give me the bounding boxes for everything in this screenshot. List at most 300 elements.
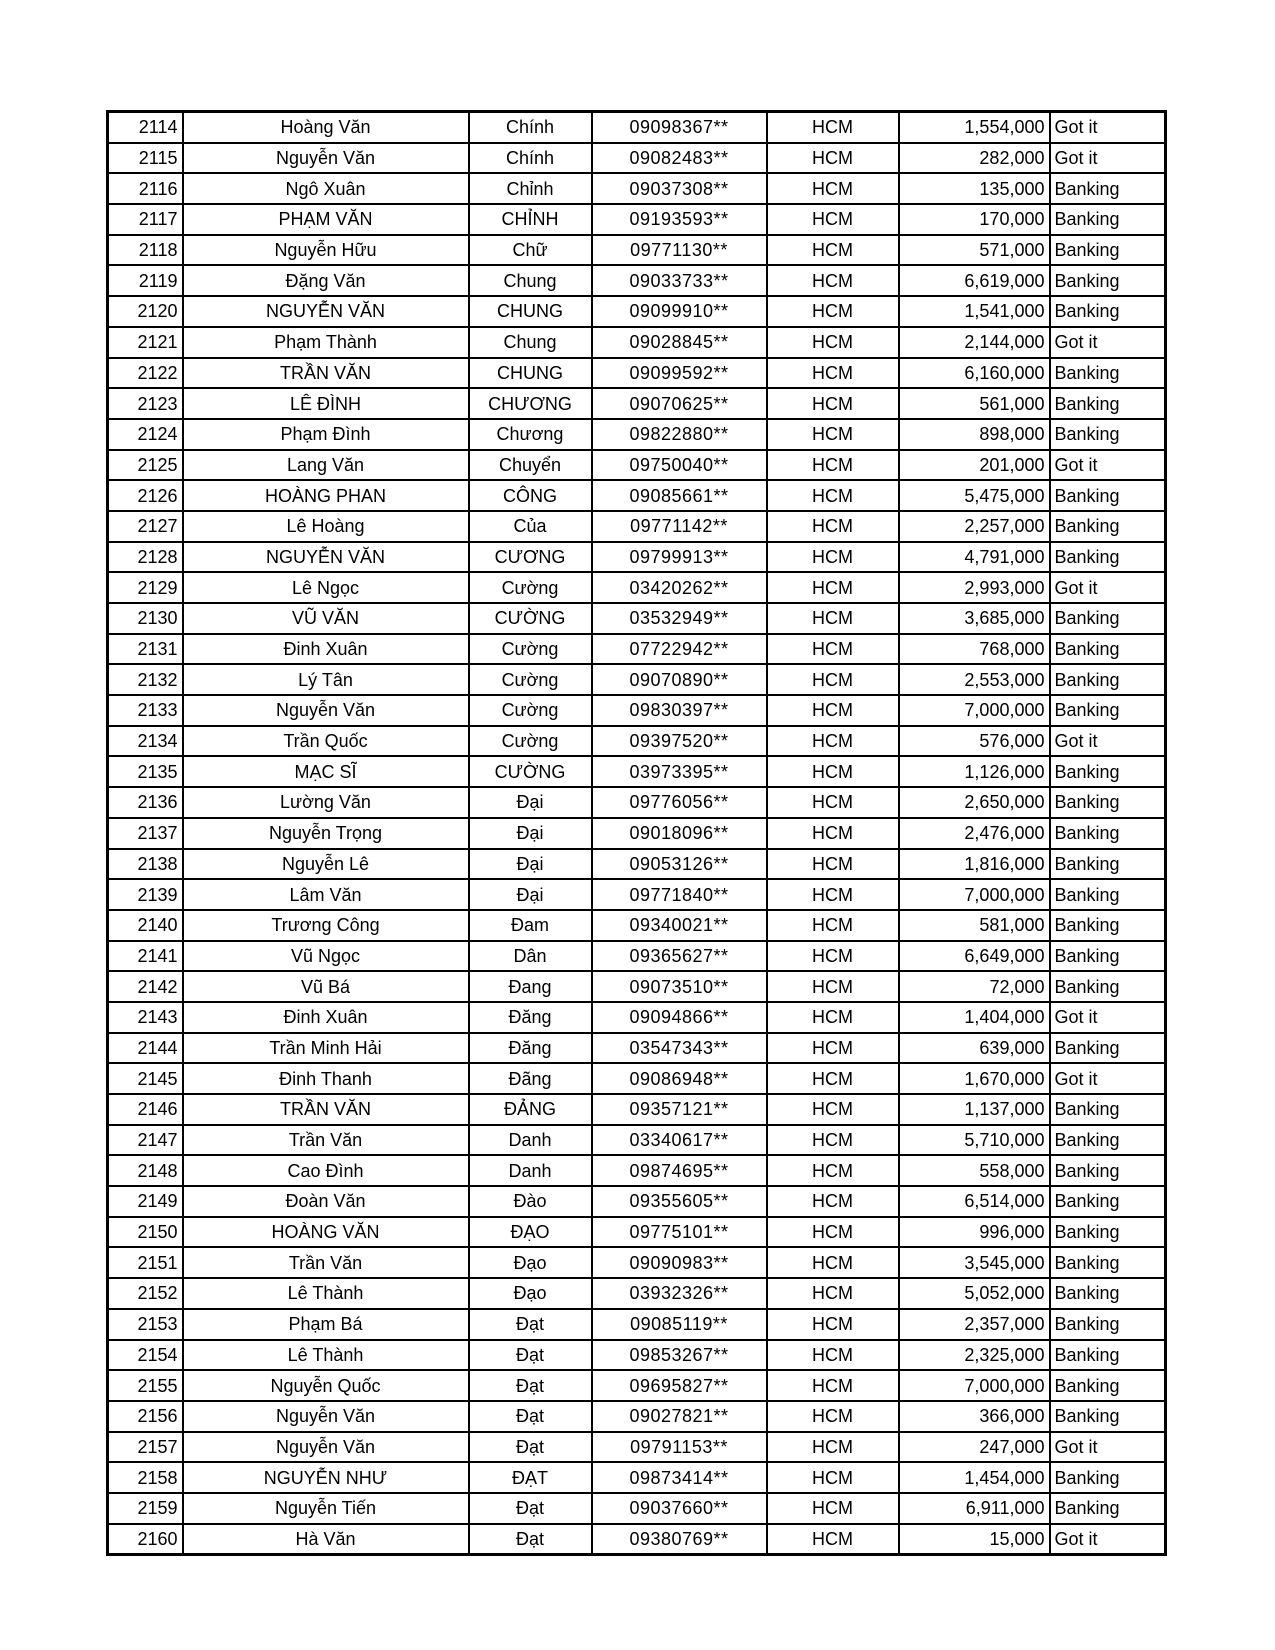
cell-last: Chữ — [469, 235, 592, 266]
cell-status: Banking — [1050, 818, 1166, 849]
cell-amount: 5,052,000 — [899, 1278, 1050, 1309]
cell-id: 2141 — [108, 941, 183, 972]
cell-last: Đại — [469, 787, 592, 818]
cell-location: HCM — [767, 1524, 899, 1555]
cell-status: Got it — [1050, 112, 1166, 143]
cell-last: Đăng — [469, 1002, 592, 1033]
cell-last: Đạt — [469, 1524, 592, 1555]
cell-amount: 571,000 — [899, 235, 1050, 266]
cell-location: HCM — [767, 265, 899, 296]
cell-amount: 1,454,000 — [899, 1462, 1050, 1493]
cell-phone: 09094866** — [592, 1002, 767, 1033]
cell-phone: 09771840** — [592, 879, 767, 910]
cell-phone: 09799913** — [592, 542, 767, 573]
cell-phone: 09070625** — [592, 388, 767, 419]
cell-status: Got it — [1050, 327, 1166, 358]
cell-id: 2124 — [108, 419, 183, 450]
table-row — [108, 695, 1166, 726]
cell-id: 2131 — [108, 634, 183, 665]
cell-amount: 581,000 — [899, 910, 1050, 941]
cell-location: HCM — [767, 572, 899, 603]
cell-phone: 09853267** — [592, 1340, 767, 1371]
cell-id: 2123 — [108, 388, 183, 419]
table-row — [108, 1186, 1166, 1217]
cell-status: Banking — [1050, 358, 1166, 389]
cell-phone: 09695827** — [592, 1370, 767, 1401]
cell-phone: 09053126** — [592, 849, 767, 880]
cell-amount: 2,553,000 — [899, 664, 1050, 695]
cell-location: HCM — [767, 941, 899, 972]
table-row — [108, 1309, 1166, 1340]
cell-amount: 1,541,000 — [899, 296, 1050, 327]
cell-first: Nguyễn Quốc — [183, 1370, 469, 1401]
table-row — [108, 450, 1166, 481]
table-row — [108, 1033, 1166, 1064]
cell-last: Cường — [469, 572, 592, 603]
cell-last: Đãng — [469, 1063, 592, 1094]
cell-status: Banking — [1050, 296, 1166, 327]
cell-amount: 3,685,000 — [899, 603, 1050, 634]
cell-location: HCM — [767, 1063, 899, 1094]
cell-last: ĐẠO — [469, 1217, 592, 1248]
cell-last: Cường — [469, 726, 592, 757]
cell-location: HCM — [767, 112, 899, 143]
cell-status: Banking — [1050, 849, 1166, 880]
cell-amount: 7,000,000 — [899, 695, 1050, 726]
cell-first: NGUYỄN VĂN — [183, 542, 469, 573]
cell-id: 2140 — [108, 910, 183, 941]
cell-amount: 6,649,000 — [899, 941, 1050, 972]
cell-location: HCM — [767, 511, 899, 542]
cell-amount: 1,816,000 — [899, 849, 1050, 880]
cell-status: Banking — [1050, 1278, 1166, 1309]
table-row — [108, 1247, 1166, 1278]
cell-amount: 135,000 — [899, 173, 1050, 204]
cell-amount: 6,619,000 — [899, 265, 1050, 296]
cell-id: 2149 — [108, 1186, 183, 1217]
cell-id: 2136 — [108, 787, 183, 818]
cell-last: Đạt — [469, 1370, 592, 1401]
cell-id: 2130 — [108, 603, 183, 634]
cell-location: HCM — [767, 204, 899, 235]
cell-id: 2135 — [108, 756, 183, 787]
cell-first: NGUYỄN VĂN — [183, 296, 469, 327]
cell-id: 2114 — [108, 112, 183, 143]
cell-first: Trần Văn — [183, 1125, 469, 1156]
cell-amount: 2,650,000 — [899, 787, 1050, 818]
cell-location: HCM — [767, 1432, 899, 1463]
cell-first: Nguyễn Văn — [183, 695, 469, 726]
cell-last: ĐẢNG — [469, 1094, 592, 1125]
cell-first: Nguyễn Trọng — [183, 818, 469, 849]
cell-first: Đinh Xuân — [183, 634, 469, 665]
cell-first: Nguyễn Văn — [183, 143, 469, 174]
cell-id: 2126 — [108, 480, 183, 511]
cell-id: 2129 — [108, 572, 183, 603]
cell-amount: 3,545,000 — [899, 1247, 1050, 1278]
cell-first: Lang Văn — [183, 450, 469, 481]
cell-id: 2146 — [108, 1094, 183, 1125]
cell-first: Cao Đình — [183, 1155, 469, 1186]
cell-phone: 09771142** — [592, 511, 767, 542]
cell-location: HCM — [767, 849, 899, 880]
cell-first: Trần Văn — [183, 1247, 469, 1278]
cell-amount: 6,514,000 — [899, 1186, 1050, 1217]
table-row — [108, 388, 1166, 419]
cell-id: 2120 — [108, 296, 183, 327]
cell-status: Banking — [1050, 756, 1166, 787]
cell-location: HCM — [767, 787, 899, 818]
cell-amount: 2,257,000 — [899, 511, 1050, 542]
cell-status: Banking — [1050, 173, 1166, 204]
cell-amount: 2,993,000 — [899, 572, 1050, 603]
cell-amount: 576,000 — [899, 726, 1050, 757]
cell-location: HCM — [767, 1278, 899, 1309]
cell-status: Got it — [1050, 143, 1166, 174]
cell-phone: 09085119** — [592, 1309, 767, 1340]
cell-location: HCM — [767, 634, 899, 665]
cell-id: 2121 — [108, 327, 183, 358]
cell-last: Chính — [469, 112, 592, 143]
cell-amount: 1,126,000 — [899, 756, 1050, 787]
table-row — [108, 327, 1166, 358]
table-row — [108, 235, 1166, 266]
cell-phone: 03547343** — [592, 1033, 767, 1064]
cell-location: HCM — [767, 143, 899, 174]
cell-location: HCM — [767, 1309, 899, 1340]
cell-id: 2116 — [108, 173, 183, 204]
table-row — [108, 1125, 1166, 1156]
cell-status: Banking — [1050, 1186, 1166, 1217]
cell-location: HCM — [767, 1217, 899, 1248]
cell-id: 2128 — [108, 542, 183, 573]
cell-status: Banking — [1050, 1401, 1166, 1432]
cell-last: Cường — [469, 634, 592, 665]
cell-status: Banking — [1050, 1125, 1166, 1156]
cell-status: Banking — [1050, 1247, 1166, 1278]
cell-location: HCM — [767, 1033, 899, 1064]
cell-phone: 09033733** — [592, 265, 767, 296]
cell-phone: 09365627** — [592, 941, 767, 972]
cell-location: HCM — [767, 695, 899, 726]
cell-amount: 2,144,000 — [899, 327, 1050, 358]
cell-id: 2159 — [108, 1493, 183, 1524]
cell-amount: 4,791,000 — [899, 542, 1050, 573]
cell-first: Trương Công — [183, 910, 469, 941]
cell-first: Nguyễn Hữu — [183, 235, 469, 266]
cell-phone: 09380769** — [592, 1524, 767, 1555]
cell-status: Banking — [1050, 419, 1166, 450]
cell-phone: 09775101** — [592, 1217, 767, 1248]
cell-phone: 09099592** — [592, 358, 767, 389]
cell-last: Cường — [469, 664, 592, 695]
cell-last: Đạt — [469, 1340, 592, 1371]
cell-phone: 03340617** — [592, 1125, 767, 1156]
cell-amount: 7,000,000 — [899, 879, 1050, 910]
cell-location: HCM — [767, 603, 899, 634]
cell-amount: 2,357,000 — [899, 1309, 1050, 1340]
cell-phone: 09085661** — [592, 480, 767, 511]
cell-location: HCM — [767, 1462, 899, 1493]
cell-phone: 09791153** — [592, 1432, 767, 1463]
cell-last: Của — [469, 511, 592, 542]
cell-status: Banking — [1050, 204, 1166, 235]
cell-location: HCM — [767, 235, 899, 266]
cell-phone: 09340021** — [592, 910, 767, 941]
cell-amount: 72,000 — [899, 971, 1050, 1002]
cell-id: 2122 — [108, 358, 183, 389]
cell-status: Banking — [1050, 787, 1166, 818]
cell-amount: 1,554,000 — [899, 112, 1050, 143]
cell-last: CHƯƠNG — [469, 388, 592, 419]
cell-phone: 09874695** — [592, 1155, 767, 1186]
cell-status: Banking — [1050, 971, 1166, 1002]
cell-id: 2145 — [108, 1063, 183, 1094]
cell-status: Got it — [1050, 450, 1166, 481]
cell-phone: 03973395** — [592, 756, 767, 787]
cell-amount: 282,000 — [899, 143, 1050, 174]
table-row — [108, 1524, 1166, 1555]
cell-location: HCM — [767, 1370, 899, 1401]
cell-first: TRẦN VĂN — [183, 1094, 469, 1125]
cell-first: NGUYỄN NHƯ — [183, 1462, 469, 1493]
cell-last: Đam — [469, 910, 592, 941]
cell-location: HCM — [767, 1094, 899, 1125]
cell-first: HOÀNG VĂN — [183, 1217, 469, 1248]
cell-id: 2156 — [108, 1401, 183, 1432]
cell-last: Chính — [469, 143, 592, 174]
cell-amount: 639,000 — [899, 1033, 1050, 1064]
cell-amount: 1,670,000 — [899, 1063, 1050, 1094]
cell-id: 2117 — [108, 204, 183, 235]
cell-status: Banking — [1050, 1094, 1166, 1125]
cell-location: HCM — [767, 1002, 899, 1033]
cell-last: CHUNG — [469, 296, 592, 327]
cell-last: CHỈNH — [469, 204, 592, 235]
cell-location: HCM — [767, 818, 899, 849]
table-body — [108, 112, 1166, 1555]
table-row — [108, 1278, 1166, 1309]
cell-location: HCM — [767, 1401, 899, 1432]
cell-first: Đinh Xuân — [183, 1002, 469, 1033]
cell-amount: 1,137,000 — [899, 1094, 1050, 1125]
cell-first: Phạm Đình — [183, 419, 469, 450]
cell-status: Banking — [1050, 511, 1166, 542]
table-row — [108, 787, 1166, 818]
cell-status: Banking — [1050, 1493, 1166, 1524]
cell-last: Đang — [469, 971, 592, 1002]
cell-status: Banking — [1050, 1309, 1166, 1340]
table-row — [108, 818, 1166, 849]
cell-phone: 09018096** — [592, 818, 767, 849]
cell-first: MẠC SĨ — [183, 756, 469, 787]
table-row — [108, 204, 1166, 235]
cell-last: CÔNG — [469, 480, 592, 511]
cell-amount: 5,475,000 — [899, 480, 1050, 511]
cell-first: VŨ VĂN — [183, 603, 469, 634]
table-row — [108, 1401, 1166, 1432]
cell-status: Banking — [1050, 235, 1166, 266]
cell-location: HCM — [767, 419, 899, 450]
cell-location: HCM — [767, 1186, 899, 1217]
cell-last: CƯỜNG — [469, 756, 592, 787]
cell-phone: 09750040** — [592, 450, 767, 481]
cell-status: Banking — [1050, 603, 1166, 634]
table-row — [108, 1063, 1166, 1094]
cell-phone: 07722942** — [592, 634, 767, 665]
table-row — [108, 1340, 1166, 1371]
cell-amount: 558,000 — [899, 1155, 1050, 1186]
cell-first: TRẦN VĂN — [183, 358, 469, 389]
cell-phone: 09082483** — [592, 143, 767, 174]
table-row — [108, 1094, 1166, 1125]
cell-id: 2142 — [108, 971, 183, 1002]
cell-last: Đạo — [469, 1247, 592, 1278]
cell-location: HCM — [767, 879, 899, 910]
cell-id: 2134 — [108, 726, 183, 757]
cell-first: Nguyễn Văn — [183, 1401, 469, 1432]
cell-id: 2158 — [108, 1462, 183, 1493]
cell-status: Banking — [1050, 941, 1166, 972]
cell-id: 2150 — [108, 1217, 183, 1248]
cell-location: HCM — [767, 1247, 899, 1278]
cell-last: Đạt — [469, 1432, 592, 1463]
cell-phone: 09090983** — [592, 1247, 767, 1278]
table-row — [108, 358, 1166, 389]
cell-amount: 201,000 — [899, 450, 1050, 481]
cell-status: Got it — [1050, 1524, 1166, 1555]
cell-first: Lê Hoàng — [183, 511, 469, 542]
cell-last: Chung — [469, 327, 592, 358]
cell-id: 2133 — [108, 695, 183, 726]
cell-first: Ngô Xuân — [183, 173, 469, 204]
cell-first: Trần Quốc — [183, 726, 469, 757]
cell-status: Got it — [1050, 1002, 1166, 1033]
cell-id: 2153 — [108, 1309, 183, 1340]
table-row — [108, 173, 1166, 204]
cell-id: 2119 — [108, 265, 183, 296]
cell-last: Đại — [469, 818, 592, 849]
cell-id: 2155 — [108, 1370, 183, 1401]
cell-first: Vũ Bá — [183, 971, 469, 1002]
cell-id: 2151 — [108, 1247, 183, 1278]
cell-last: Đạt — [469, 1493, 592, 1524]
cell-id: 2154 — [108, 1340, 183, 1371]
cell-phone: 09070890** — [592, 664, 767, 695]
cell-amount: 768,000 — [899, 634, 1050, 665]
cell-id: 2157 — [108, 1432, 183, 1463]
cell-first: Trần Minh Hải — [183, 1033, 469, 1064]
cell-phone: 09098367** — [592, 112, 767, 143]
cell-first: Đặng Văn — [183, 265, 469, 296]
cell-first: PHẠM VĂN — [183, 204, 469, 235]
cell-phone: 09028845** — [592, 327, 767, 358]
cell-first: Đoàn Văn — [183, 1186, 469, 1217]
cell-last: CƯỜNG — [469, 603, 592, 634]
cell-location: HCM — [767, 1340, 899, 1371]
cell-id: 2143 — [108, 1002, 183, 1033]
cell-id: 2139 — [108, 879, 183, 910]
cell-phone: 09776056** — [592, 787, 767, 818]
cell-location: HCM — [767, 542, 899, 573]
table-row — [108, 143, 1166, 174]
cell-first: LÊ ĐÌNH — [183, 388, 469, 419]
cell-first: Vũ Ngọc — [183, 941, 469, 972]
cell-amount: 7,000,000 — [899, 1370, 1050, 1401]
cell-amount: 170,000 — [899, 204, 1050, 235]
cell-location: HCM — [767, 756, 899, 787]
cell-last: Chung — [469, 265, 592, 296]
cell-location: HCM — [767, 971, 899, 1002]
cell-last: Đào — [469, 1186, 592, 1217]
cell-status: Banking — [1050, 695, 1166, 726]
cell-id: 2127 — [108, 511, 183, 542]
cell-status: Got it — [1050, 572, 1166, 603]
table-row — [108, 480, 1166, 511]
cell-phone: 09099910** — [592, 296, 767, 327]
cell-status: Banking — [1050, 388, 1166, 419]
cell-id: 2118 — [108, 235, 183, 266]
cell-status: Got it — [1050, 726, 1166, 757]
cell-status: Banking — [1050, 879, 1166, 910]
cell-phone: 09357121** — [592, 1094, 767, 1125]
cell-first: Nguyễn Lê — [183, 849, 469, 880]
cell-first: Lê Ngọc — [183, 572, 469, 603]
table-row — [108, 1002, 1166, 1033]
cell-id: 2137 — [108, 818, 183, 849]
cell-last: Đại — [469, 849, 592, 880]
cell-phone: 03932326** — [592, 1278, 767, 1309]
table-row — [108, 634, 1166, 665]
cell-first: Phạm Thành — [183, 327, 469, 358]
cell-status: Banking — [1050, 1370, 1166, 1401]
cell-last: Đạt — [469, 1309, 592, 1340]
cell-id: 2125 — [108, 450, 183, 481]
cell-status: Banking — [1050, 480, 1166, 511]
table-row — [108, 572, 1166, 603]
cell-status: Banking — [1050, 1217, 1166, 1248]
cell-last: Đại — [469, 879, 592, 910]
cell-id: 2148 — [108, 1155, 183, 1186]
cell-first: Lâm Văn — [183, 879, 469, 910]
cell-phone: 09397520** — [592, 726, 767, 757]
cell-amount: 5,710,000 — [899, 1125, 1050, 1156]
cell-amount: 6,160,000 — [899, 358, 1050, 389]
cell-last: Danh — [469, 1155, 592, 1186]
cell-location: HCM — [767, 664, 899, 695]
cell-phone: 03532949** — [592, 603, 767, 634]
cell-location: HCM — [767, 1493, 899, 1524]
cell-status: Banking — [1050, 542, 1166, 573]
cell-id: 2160 — [108, 1524, 183, 1555]
cell-id: 2132 — [108, 664, 183, 695]
cell-location: HCM — [767, 480, 899, 511]
cell-phone: 09822880** — [592, 419, 767, 450]
table-row — [108, 511, 1166, 542]
cell-id: 2115 — [108, 143, 183, 174]
cell-amount: 898,000 — [899, 419, 1050, 450]
cell-amount: 1,404,000 — [899, 1002, 1050, 1033]
table-row — [108, 664, 1166, 695]
cell-last: Đăng — [469, 1033, 592, 1064]
cell-first: Phạm Bá — [183, 1309, 469, 1340]
cell-phone: 09771130** — [592, 235, 767, 266]
data-table — [106, 110, 1167, 1556]
cell-id: 2152 — [108, 1278, 183, 1309]
cell-amount: 366,000 — [899, 1401, 1050, 1432]
table-row — [108, 542, 1166, 573]
cell-status: Got it — [1050, 1063, 1166, 1094]
